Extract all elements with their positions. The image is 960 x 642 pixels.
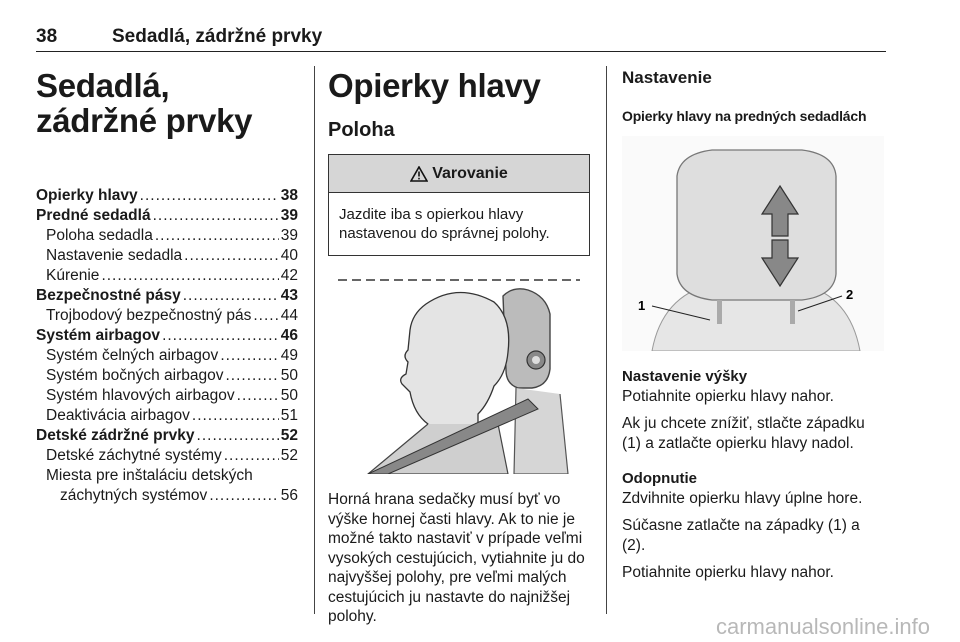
toc-entry-label: Deaktivácia airbagov	[46, 407, 190, 424]
toc-entry-label: Kúrenie	[46, 267, 100, 284]
watermark: carmanualsonline.info	[715, 614, 930, 639]
toc-entry[interactable]	[36, 306, 298, 326]
toc-entry-page: 49	[280, 347, 298, 364]
toc-entry-label: Bezpečnostné pásy	[36, 287, 181, 304]
toc-entry-label: záchytných systémov	[60, 487, 208, 504]
headrest-position-illustration	[328, 274, 590, 474]
toc-leader-dots	[225, 366, 278, 386]
toc-leader-dots	[153, 206, 279, 226]
toc-entry-page: 39	[280, 227, 298, 244]
toc-leader-dots	[192, 406, 279, 426]
toc-entry[interactable]	[36, 326, 298, 346]
running-title: Sedadlá, zádržné prvky	[112, 26, 323, 47]
chapter-column	[36, 68, 298, 506]
toc-entry-label: Systém čelných airbagov	[46, 347, 219, 364]
toc-leader-dots	[197, 426, 279, 446]
toc-entry-label: Trojbodový bezpečnostný pás	[46, 307, 252, 324]
toc-leader-dots	[155, 226, 279, 246]
position-paragraph: Horná hrana sedačky musí byť vo výške hornej časti hlavy. Ak to nie je možné takto nastaviť v prípade veľmi vysokých cestujúcich, vytiahnite ju do najvyššej polohy, pre veľmi malých cestujúcich ju nastavte do najnižšej polohy.	[328, 491, 585, 625]
toc-entry-page: 56	[280, 487, 298, 504]
toc-entry[interactable]	[36, 426, 298, 446]
warning-title: Varovanie	[432, 164, 508, 182]
removal-text: Súčasne zatlačte na západky (1) a (2).	[622, 517, 860, 554]
adjustment-column	[622, 68, 886, 583]
toc-entry-page: 52	[280, 447, 298, 464]
front-seats-subheading: Opierky hlavy na predných sedadlách	[622, 108, 867, 124]
toc-leader-dots	[162, 326, 279, 346]
toc-entry-label: Miesta pre inštaláciu detských	[46, 467, 253, 484]
toc-entry-label: Detské zádržné prvky	[36, 427, 195, 444]
toc-entry[interactable]	[36, 206, 298, 226]
toc-entry[interactable]	[36, 226, 298, 246]
warning-text: Jazdite iba s opierkou hlavy nastavenou do správnej polohy.	[339, 206, 550, 242]
section-title: Opierky hlavy	[328, 67, 541, 104]
toc-entry-page: 44	[280, 307, 298, 324]
toc-leader-dots	[184, 246, 279, 266]
removal-title: Odopnutie	[622, 470, 697, 487]
toc-entry[interactable]	[36, 366, 298, 386]
column-divider	[606, 66, 607, 614]
column-divider	[314, 66, 315, 614]
toc-entry-label: Systém airbagov	[36, 327, 161, 344]
toc-entry-label: Detské záchytné systémy	[46, 447, 222, 464]
toc-leader-dots	[224, 446, 279, 466]
warning-header	[329, 155, 589, 193]
toc-entry[interactable]	[36, 386, 298, 406]
toc-entry-page: 52	[280, 427, 298, 444]
table-of-contents	[36, 186, 298, 506]
height-adjust-title: Nastavenie výšky	[622, 368, 748, 385]
chapter-title: Sedadlá, zádržné prvky	[36, 67, 253, 139]
toc-entry[interactable]	[36, 186, 298, 206]
toc-entry[interactable]	[36, 346, 298, 366]
toc-leader-dots	[237, 386, 279, 406]
toc-entry[interactable]	[36, 246, 298, 266]
adjustment-heading: Nastavenie	[622, 68, 712, 87]
toc-entry-label: Nastavenie sedadla	[46, 247, 183, 264]
toc-leader-dots	[253, 306, 278, 326]
toc-entry-label: Systém hlavových airbagov	[46, 387, 235, 404]
section-subtitle: Poloha	[328, 119, 395, 141]
toc-entry-page: 50	[280, 367, 298, 384]
toc-entry-page: 43	[280, 287, 298, 304]
toc-entry[interactable]	[36, 466, 298, 486]
toc-leader-dots	[220, 346, 278, 366]
toc-leader-dots	[101, 266, 278, 286]
warning-box	[328, 154, 590, 256]
toc-entry[interactable]	[36, 486, 298, 506]
toc-leader-dots	[183, 286, 279, 306]
toc-entry-page: 40	[280, 247, 298, 264]
toc-entry-label: Opierky hlavy	[36, 187, 138, 204]
headrest-adjustment-illustration	[622, 136, 884, 351]
toc-leader-dots	[140, 186, 279, 206]
toc-entry-page: 50	[280, 387, 298, 404]
callout-label: 2	[846, 287, 854, 302]
toc-entry-page: 42	[280, 267, 298, 284]
toc-entry[interactable]	[36, 286, 298, 306]
page-header	[36, 26, 886, 52]
removal-text: Potiahnite opierku hlavy nahor.	[622, 564, 834, 581]
toc-entry-page: 38	[280, 187, 298, 204]
removal-text: Zdvihnite opierku hlavy úplne hore.	[622, 489, 863, 507]
toc-entry-label: Predné sedadlá	[36, 207, 151, 224]
toc-leader-dots	[209, 486, 278, 506]
page-number: 38	[36, 26, 58, 47]
toc-entry-page: 51	[280, 407, 298, 424]
height-adjust-text: Ak ju chcete znížiť, stlačte západku (1) a zatlačte opierku hlavy nadol.	[622, 415, 865, 452]
toc-entry-label: Systém bočných airbagov	[46, 367, 224, 384]
warning-triangle-icon	[410, 166, 428, 182]
toc-entry-page: 39	[280, 207, 298, 224]
height-adjust-text: Potiahnite opierku hlavy nahor.	[622, 387, 834, 405]
toc-entry-page: 46	[280, 327, 298, 344]
toc-entry[interactable]	[36, 406, 298, 426]
toc-entry-label: Poloha sedadla	[46, 227, 153, 244]
toc-entry[interactable]	[36, 266, 298, 286]
callout-label: 1	[638, 298, 646, 313]
toc-entry[interactable]	[36, 446, 298, 466]
headrest-column	[328, 68, 590, 627]
